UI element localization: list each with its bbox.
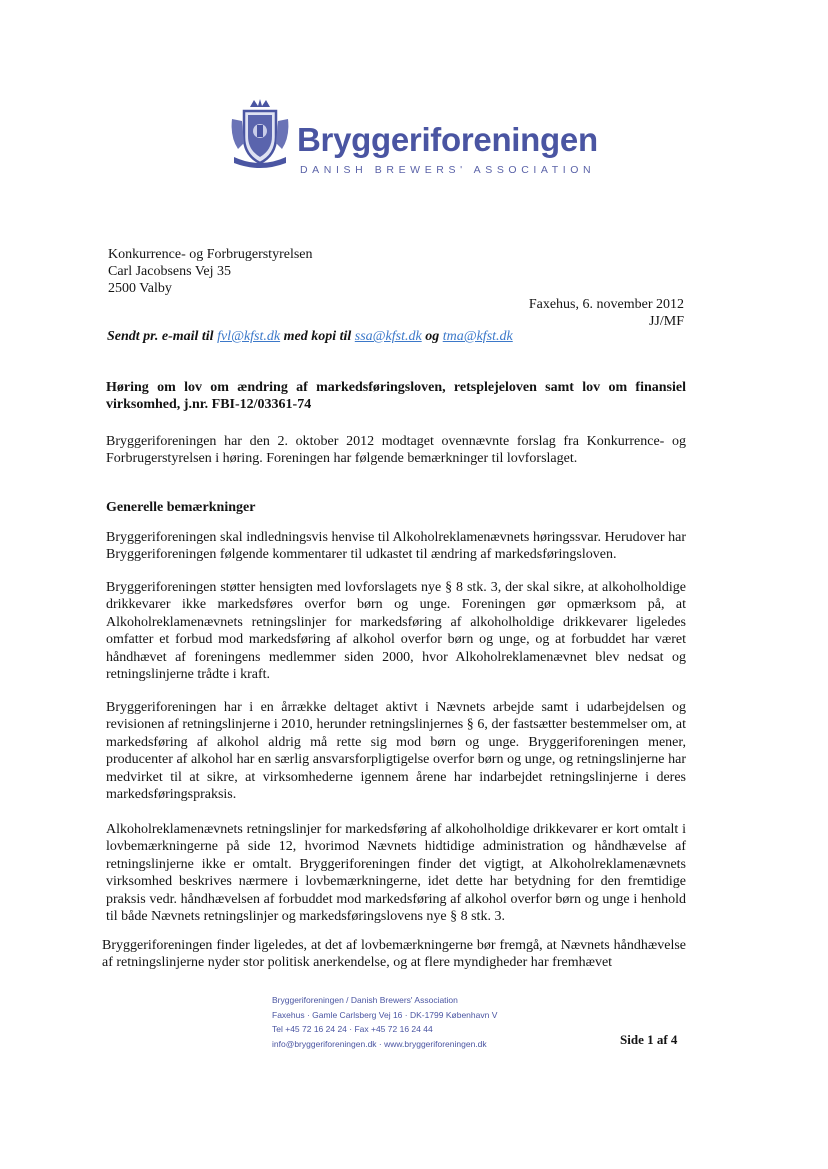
date-block bbox=[529, 296, 684, 330]
recipient-line: Konkurrence- og Forbrugerstyrelsen bbox=[108, 247, 313, 262]
page-number: Side 1 af 4 bbox=[620, 1032, 678, 1047]
footer-line: Bryggeriforeningen / Danish Brewers' Association bbox=[272, 995, 458, 1005]
initials: JJ/MF bbox=[648, 314, 684, 329]
brand-subtitle: DANISH BREWERS' ASSOCIATION bbox=[300, 164, 596, 176]
date-line: Faxehus, 6. november 2012 bbox=[528, 297, 684, 312]
section-heading: Generelle bemærkninger bbox=[106, 500, 256, 515]
association-crest-logo bbox=[228, 97, 292, 169]
recipient-line: Carl Jacobsens Vej 35 bbox=[108, 264, 231, 279]
intro-paragraph: Bryggeriforeningen har den 2. oktober 2012 modtaget ovennævnte forslag fra Konkurrence- og Forbrugerstyrelsen i høring. Foreningen har følgende bemærkninger til lovforslaget. bbox=[106, 434, 686, 467]
sent-prefix: Sendt pr. e-mail til bbox=[107, 329, 214, 344]
footer-line: Faxehus · Gamle Carlsberg Vej 16 · DK-1799 København V bbox=[272, 1009, 498, 1020]
body-paragraph: Alkoholreklamenævnets retningslinjer for markedsføring af alkoholholdige drikkevarer er kort omtalt i lovbemærkningerne på side 12, hvorimod Nævnets hidtidige administration og håndhævelse af retningslinjerne ikke er omtalt. Bryggeriforeningen finder det vigtigt, at Alkoholreklamenævnets virksomhed beskrives nærmere i lovbemærkningerne, idet dette har betydning for den fremtidige praksis vedr. håndhævelsen af forbuddet mod markedsføring af alkohol overfor børn og unge i henhold til både Nævnets retningslinjer og markedsføringslovens nye § 8 stk. 3. bbox=[106, 822, 686, 925]
body-paragraph: Bryggeriforeningen har i en årrække deltaget aktivt i Nævnets arbejde samt i udarbejdelsen og revisionen af retningslinjerne i 2010, herunder retningslinjernes § 6, der fastsætter bestemmelser om, at markedsføring af alkohol aldrig må rette sig mod børn og unge. Bryggeriforeningen mener, producenter af alkohol har en særlig ansvarsforpligtigelse overfor børn og unge, og retningslinjerne har medvirket til at sikre, at virksomhederne igennem årene har indarbejdet retningslinjerne i deres markedsføringspraksis. bbox=[106, 700, 686, 803]
sent-mid: med kopi til bbox=[283, 329, 352, 344]
email-link-cc2[interactable]: tma@kfst.dk bbox=[442, 329, 513, 344]
footer-line[interactable]: info@bryggeriforeningen.dk · www.bryggeriforeningen.dk bbox=[272, 1038, 487, 1049]
body-paragraph: Bryggeriforeningen skal indledningsvis henvise til Alkoholreklamenævnets høringssvar. Herudover har Bryggeriforeningen følgende kommentarer til udkastet til ændring af markedsføringsloven. bbox=[106, 530, 686, 563]
brand-name: Bryggeriforeningen bbox=[297, 121, 598, 158]
body-paragraph: Bryggeriforeningen støtter hensigten med lovforslagets nye § 8 stk. 3, der skal sikre, at alkoholholdige drikkevarer ikke markedsføres overfor børn og unge. Foreningen gør opmærksom på, at Alkoholreklamenævnets retningslinjer for markedsføring af alkoholholdige drikkevarer ligeledes omfatter et forbud mod markedsføring af alkohol overfor børn og unge, og at forbuddet har været håndhævet af foreningens medlemmer siden 2000, hvor Alkoholreklamenævnet blev nedsat og retningslinjerne trådte i kraft. bbox=[106, 580, 686, 683]
recipient-address bbox=[108, 246, 313, 297]
email-link-cc1[interactable]: ssa@kfst.dk bbox=[354, 329, 422, 344]
sent-line bbox=[107, 329, 513, 345]
footer-contact bbox=[272, 993, 497, 1051]
subject-heading: Høring om lov om ændring af markedsføringsloven, retsplejeloven samt lov om finansiel virksomhed, j.nr. FBI-12/03361-74 bbox=[106, 380, 686, 413]
body-paragraph: Bryggeriforeningen finder ligeledes, at det af lovbemærkningerne bør fremgå, at Nævnets håndhævelse af retningslinjerne nyder stor politisk anerkendelse, og at flere myndigheder har fremhævet bbox=[102, 938, 686, 971]
recipient-line: 2500 Valby bbox=[108, 281, 172, 296]
email-link-primary[interactable]: fvl@kfst.dk bbox=[217, 329, 281, 344]
sent-og: og bbox=[425, 329, 440, 344]
footer-line: Tel +45 72 16 24 24 · Fax +45 72 16 24 44 bbox=[272, 1024, 433, 1034]
